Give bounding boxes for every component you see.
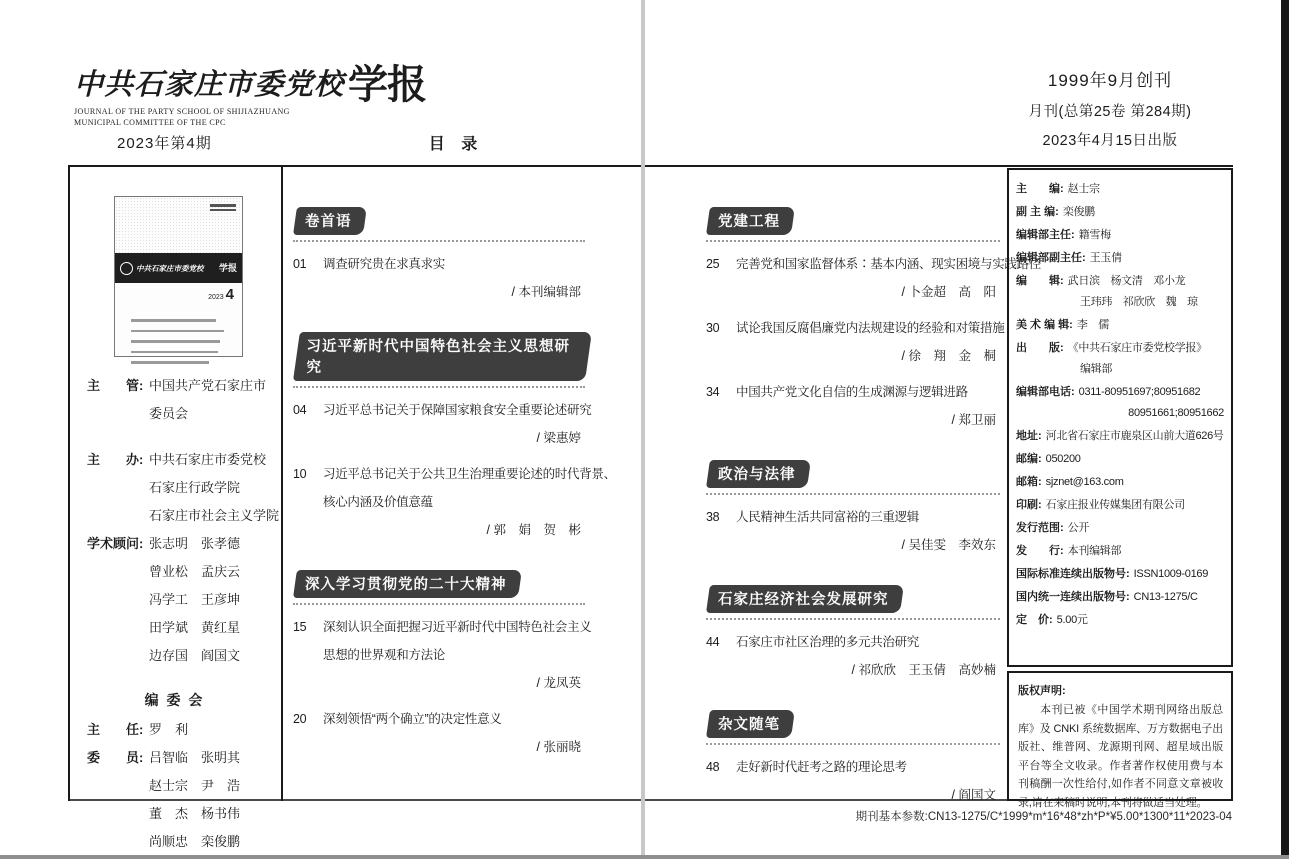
cover-title-xuebao: 学报 bbox=[218, 263, 237, 273]
toc-item-title-row bbox=[706, 753, 1000, 781]
toc-item-title-line: 试论我国反腐倡廉党内法规建设的经验和对策措施 bbox=[736, 321, 1005, 335]
cover-year: 2023 bbox=[208, 294, 224, 301]
toc-section-badge bbox=[706, 207, 795, 235]
masthead-label: 国内统一连续出版物号: bbox=[1016, 591, 1130, 603]
info-values bbox=[149, 530, 273, 670]
header-rule bbox=[68, 165, 1233, 167]
masthead-label: 编辑部副主任: bbox=[1016, 252, 1086, 264]
toc-item bbox=[706, 314, 1005, 370]
masthead-label: 地址: bbox=[1016, 430, 1042, 442]
toc-item-title-row bbox=[293, 705, 585, 733]
toc-section-badge-label: 石家庄经济社会发展研究 bbox=[718, 592, 889, 608]
info-line: 中国共产党石家庄市 bbox=[149, 378, 267, 393]
masthead-label: 编辑部电话: bbox=[1016, 386, 1075, 398]
toc-section-header bbox=[706, 710, 1000, 745]
masthead-row bbox=[1016, 474, 1226, 491]
toc-item-titles bbox=[323, 396, 591, 424]
info-line: 张志明 张孝德 bbox=[149, 536, 241, 551]
masthead-value: 石家庄报业传媒集团有限公司 bbox=[1045, 499, 1185, 511]
cover-issue-label bbox=[115, 283, 242, 303]
toc-page-number: 48 bbox=[706, 760, 720, 774]
journal-title-english-line1: JOURNAL OF THE PARTY SCHOOL OF SHIJIAZHUANG bbox=[74, 107, 290, 116]
toc-section bbox=[706, 585, 1000, 684]
publication-dates bbox=[985, 66, 1235, 158]
toc-section-badge-label: 习近平新时代中国特色社会主义思想研究 bbox=[306, 339, 571, 376]
masthead-value: ISSN1009-0169 bbox=[1133, 568, 1209, 580]
toc-item-authors: / 徐 翔 金 桐 bbox=[901, 349, 996, 363]
info-row bbox=[87, 446, 280, 530]
masthead-value: 王玉倩 bbox=[1089, 252, 1122, 264]
toc-item-titles bbox=[736, 628, 1000, 656]
info-values bbox=[149, 716, 273, 744]
masthead-value: 李 儒 bbox=[1076, 319, 1109, 331]
toc-item-title-line: 中国共产党文化自信的生成渊源与逻辑进路 bbox=[736, 385, 968, 399]
toc-item bbox=[293, 613, 592, 697]
toc-item-titles bbox=[736, 378, 1000, 406]
toc-section-badge bbox=[293, 207, 366, 235]
masthead-label: 发行范围: bbox=[1016, 522, 1064, 534]
masthead-row bbox=[1016, 227, 1226, 244]
masthead-label: 主 编: bbox=[1016, 183, 1064, 195]
masthead-value: 栾俊鹏 bbox=[1062, 206, 1095, 218]
toc-item-titles bbox=[736, 250, 1041, 278]
toc-item-title-line: 思想的世界观和方法论 bbox=[323, 648, 446, 662]
toc-item bbox=[293, 396, 592, 452]
info-line: 石家庄市社会主义学院 bbox=[149, 508, 280, 523]
page-center-divider bbox=[641, 0, 645, 855]
toc-page-number: 44 bbox=[706, 635, 720, 649]
toc-item-title-line: 深刻认识全面把握习近平新时代中国特色社会主义 bbox=[323, 620, 592, 634]
masthead-row bbox=[1016, 204, 1226, 221]
info-values bbox=[149, 372, 273, 428]
column-divider bbox=[281, 165, 283, 801]
info-label: 委 员: bbox=[87, 750, 144, 765]
masthead-value: 《中共石家庄市委党校学报》 bbox=[1067, 342, 1207, 354]
toc-section-badge-label: 政治与法律 bbox=[718, 467, 796, 483]
toc-item-title-row bbox=[706, 314, 1005, 342]
issue-number: 2023年第4期 bbox=[117, 135, 212, 152]
cover-title-text: 中共石家庄市委党校 bbox=[136, 263, 204, 273]
journal-title-xuebao: 学报 bbox=[348, 62, 427, 108]
info-values bbox=[149, 744, 273, 856]
info-line: 田学斌 黄红星 bbox=[149, 620, 241, 635]
toc-item-title-line: 习近平总书记关于保障国家粮食安全重要论述研究 bbox=[323, 403, 592, 417]
publish-date: 2023年4月15日出版 bbox=[1042, 133, 1178, 149]
info-label: 主 办: bbox=[87, 452, 144, 467]
toc-page-number: 01 bbox=[293, 257, 307, 271]
toc-item-title-line: 石家庄市社区治理的多元共治研究 bbox=[736, 635, 920, 649]
masthead-label: 副 主 编: bbox=[1016, 206, 1059, 218]
toc-item-titles bbox=[323, 460, 616, 516]
masthead-label: 编 辑: bbox=[1016, 275, 1064, 287]
toc-item-title-row bbox=[293, 250, 585, 278]
toc-item-title-row bbox=[706, 503, 1000, 531]
info-values bbox=[149, 446, 279, 530]
toc-item-title-line: 人民精神生活共同富裕的三重逻辑 bbox=[736, 510, 920, 524]
info-label: 主 任: bbox=[87, 722, 144, 737]
toc-item-title-line: 核心内涵及价值意蕴 bbox=[323, 495, 433, 509]
toc-item bbox=[706, 378, 1000, 434]
masthead-continuation: 王玮玮 祁欣欣 魏 琼 bbox=[1080, 296, 1198, 308]
cover-issue-number: 4 bbox=[225, 286, 234, 303]
copyright-title: 版权声明: bbox=[1018, 685, 1066, 697]
toc-section bbox=[706, 460, 1000, 559]
toc-item-title-line: 完善党和国家监督体系∶基本内涵、现实困境与实践路径 bbox=[736, 257, 1042, 271]
spacer bbox=[87, 428, 273, 446]
toc-item-authors: / 卜金超 高 阳 bbox=[901, 285, 996, 299]
masthead-value: 公开 bbox=[1067, 522, 1090, 534]
toc-section bbox=[706, 710, 1000, 809]
masthead-continuation: 编辑部 bbox=[1080, 363, 1113, 375]
toc-item-title-row bbox=[706, 378, 1000, 406]
toc-item-authors: / 郭 娟 贺 彬 bbox=[486, 523, 581, 537]
toc-item-authors: / 祁欣欣 王玉倩 高妙楠 bbox=[851, 663, 996, 677]
copyright-box bbox=[1007, 671, 1233, 809]
toc-item-authors: / 郑卫丽 bbox=[951, 413, 996, 427]
toc-section-badge bbox=[293, 570, 521, 598]
masthead-row bbox=[1016, 273, 1226, 290]
toc-item-title-row bbox=[293, 460, 616, 516]
toc-section-badge-label: 杂文随笔 bbox=[718, 717, 781, 733]
toc-item-titles bbox=[736, 503, 1000, 531]
toc-item-title-line: 走好新时代赶考之路的理论思考 bbox=[736, 760, 907, 774]
toc-section-header bbox=[293, 207, 585, 242]
toc-item-titles bbox=[736, 314, 1004, 342]
masthead-value: 050200 bbox=[1045, 453, 1081, 465]
toc-item-title-row bbox=[293, 613, 592, 669]
toc-item-title-line: 调查研究贵在求真求实 bbox=[323, 257, 446, 271]
info-line: 尚顺忠 栾俊鹏 bbox=[149, 834, 241, 849]
masthead-row bbox=[1016, 612, 1226, 629]
masthead-continuation: 80951661;80951662 bbox=[1128, 407, 1224, 419]
toc-page-number: 25 bbox=[706, 257, 720, 271]
journal-parameters-line: 期刊基本参数:CN13-1275/C*1999*m*16*48*zh*P*¥5.00*1300*11*2023-04 bbox=[855, 811, 1232, 823]
cover-title-band bbox=[115, 253, 242, 283]
info-label: 学术顾问: bbox=[87, 536, 144, 551]
toc-item-title-row bbox=[706, 628, 1000, 656]
masthead-row bbox=[1016, 317, 1226, 334]
toc-page-number: 04 bbox=[293, 403, 307, 417]
masthead-row bbox=[1016, 589, 1226, 606]
info-line: 董 杰 杨书伟 bbox=[149, 806, 241, 821]
masthead-label: 定 价: bbox=[1016, 614, 1053, 626]
toc-item bbox=[706, 628, 1000, 684]
toc-item bbox=[293, 705, 585, 761]
masthead-value: 0311-80951697;80951682 bbox=[1078, 386, 1201, 398]
masthead-box bbox=[1007, 168, 1233, 667]
toc-section-badge bbox=[293, 332, 592, 381]
masthead-value: 5.00元 bbox=[1056, 614, 1088, 626]
journal-masthead-logo bbox=[74, 62, 494, 128]
toc-section-badge bbox=[706, 460, 810, 488]
masthead-row bbox=[1016, 497, 1226, 514]
toc-page-number: 34 bbox=[706, 385, 720, 399]
toc-page-number: 15 bbox=[293, 620, 307, 634]
masthead-value: 赵士宗 bbox=[1067, 183, 1100, 195]
masthead-row bbox=[1016, 428, 1226, 445]
info-row bbox=[87, 372, 273, 428]
toc-section-header bbox=[706, 585, 1000, 620]
toc-column-left bbox=[293, 165, 616, 761]
masthead-value: CN13-1275/C bbox=[1133, 591, 1198, 603]
toc-section-badge-label: 卷首语 bbox=[305, 214, 352, 230]
masthead-label: 国际标准连续出版物号: bbox=[1016, 568, 1130, 580]
journal-title-chinese: 中共石家庄市委党校 bbox=[74, 67, 345, 101]
toc-section-header bbox=[706, 207, 1000, 242]
masthead-value: 籍雪梅 bbox=[1078, 229, 1111, 241]
toc-section bbox=[293, 332, 616, 544]
cover-top-area bbox=[115, 197, 242, 253]
toc-item-titles bbox=[736, 753, 1000, 781]
toc-section-badge-label: 党建工程 bbox=[718, 214, 781, 230]
info-line: 中共石家庄市委党校 bbox=[149, 452, 267, 467]
toc-item-authors: / 梁惠婷 bbox=[536, 431, 581, 445]
cover-emblem-icon bbox=[120, 262, 133, 275]
masthead-value: 本刊编辑部 bbox=[1067, 545, 1122, 557]
toc-item-authors: / 吴佳雯 李效东 bbox=[901, 538, 996, 552]
toc-section-badge-label: 深入学习贯彻党的二十大精神 bbox=[305, 577, 507, 593]
toc-item-authors: / 阎国文 bbox=[951, 788, 996, 802]
info-row bbox=[87, 744, 273, 856]
left-box-border bbox=[68, 165, 70, 801]
masthead-row bbox=[1016, 520, 1226, 537]
masthead-label: 邮编: bbox=[1016, 453, 1042, 465]
toc-item bbox=[706, 753, 1000, 809]
toc-item-title-line: 深刻领悟“两个确立”的决定性意义 bbox=[323, 712, 502, 726]
masthead-value: 武日滨 杨文清 邓小龙 bbox=[1067, 275, 1186, 287]
info-row bbox=[87, 530, 273, 670]
toc-item-titles bbox=[323, 613, 591, 669]
info-label: 主 管: bbox=[87, 378, 144, 393]
masthead-label: 邮箱: bbox=[1016, 476, 1042, 488]
info-line: 罗 利 bbox=[149, 722, 189, 737]
toc-section bbox=[293, 207, 585, 306]
info-line: 曾业松 孟庆云 bbox=[149, 564, 241, 579]
masthead-row bbox=[1016, 566, 1226, 583]
masthead-label: 发 行: bbox=[1016, 545, 1064, 557]
toc-item bbox=[293, 460, 616, 544]
toc-item bbox=[706, 503, 1000, 559]
contents-heading: 目 录 bbox=[428, 136, 484, 153]
toc-item-titles bbox=[323, 250, 585, 278]
toc-page-number: 20 bbox=[293, 712, 307, 726]
cover-issn-block bbox=[210, 204, 236, 213]
info-line: 石家庄行政学院 bbox=[149, 480, 241, 495]
masthead-row bbox=[1016, 384, 1226, 401]
toc-item-title-row bbox=[706, 250, 1042, 278]
masthead-label: 出 版: bbox=[1016, 342, 1064, 354]
masthead-row bbox=[1016, 340, 1226, 357]
masthead-row bbox=[1016, 250, 1226, 267]
masthead-row bbox=[1016, 451, 1226, 468]
publisher-info-column bbox=[87, 372, 280, 856]
toc-page-number: 30 bbox=[706, 321, 720, 335]
info-line: 边存国 阎国文 bbox=[149, 648, 241, 663]
masthead-row bbox=[1016, 543, 1226, 560]
toc-section-header bbox=[293, 332, 585, 388]
info-line: 冯学工 王彦坤 bbox=[149, 592, 241, 607]
toc-item bbox=[293, 250, 585, 306]
volume-issue: 月刊(总第25卷 第284期) bbox=[1028, 104, 1192, 120]
page-right-edge bbox=[1281, 0, 1289, 855]
toc-section-header bbox=[293, 570, 585, 605]
info-line: 赵士宗 尹 浩 bbox=[149, 778, 241, 793]
copyright-body: 本刊已被《中国学术期刊网络出版总库》及 CNKI 系统数据库、万方数据电子出版社、维普网、龙源期刊网、超星域出版平台等全文收录。作者著作权使用费与本刊稿酬一次性给付,如作者不同意文章被收录,请在来稿时说明,本刊将做适当处理。 bbox=[1018, 704, 1223, 809]
editorial-board-heading: 编 委 会 bbox=[144, 692, 205, 708]
toc-section-badge bbox=[706, 710, 795, 738]
cover-article-list bbox=[131, 319, 228, 364]
toc-item-titles bbox=[323, 705, 585, 733]
toc-section-badge bbox=[706, 585, 903, 613]
masthead-row bbox=[1016, 181, 1226, 198]
masthead-label: 印刷: bbox=[1016, 499, 1042, 511]
toc-section bbox=[293, 570, 592, 761]
cover-thumbnail bbox=[114, 196, 243, 357]
info-line: 委员会 bbox=[149, 406, 189, 421]
masthead-value: 河北省石家庄市鹿泉区山前大道626号 bbox=[1045, 430, 1224, 442]
founded-date: 1999年9月创刊 bbox=[1047, 71, 1173, 90]
toc-item-authors: / 龙凤英 bbox=[536, 676, 581, 690]
masthead-label: 编辑部主任: bbox=[1016, 229, 1075, 241]
masthead-value: sjznet@163.com bbox=[1045, 476, 1124, 488]
masthead-label: 美 术 编 辑: bbox=[1016, 319, 1073, 331]
toc-item-title-line: 习近平总书记关于公共卫生治理重要论述的时代背景、 bbox=[323, 467, 616, 481]
toc-item-authors: / 本刊编辑部 bbox=[511, 285, 581, 299]
toc-section-header bbox=[706, 460, 1000, 495]
toc-page-number: 10 bbox=[293, 467, 307, 481]
info-line: 吕智临 张明其 bbox=[149, 750, 241, 765]
journal-title-english-line2: MUNICIPAL COMMITTEE OF THE CPC bbox=[74, 118, 226, 127]
toc-page-number: 38 bbox=[706, 510, 720, 524]
info-row bbox=[87, 716, 273, 744]
toc-item-authors: / 张丽晓 bbox=[536, 740, 581, 754]
toc-item-title-row bbox=[293, 396, 592, 424]
